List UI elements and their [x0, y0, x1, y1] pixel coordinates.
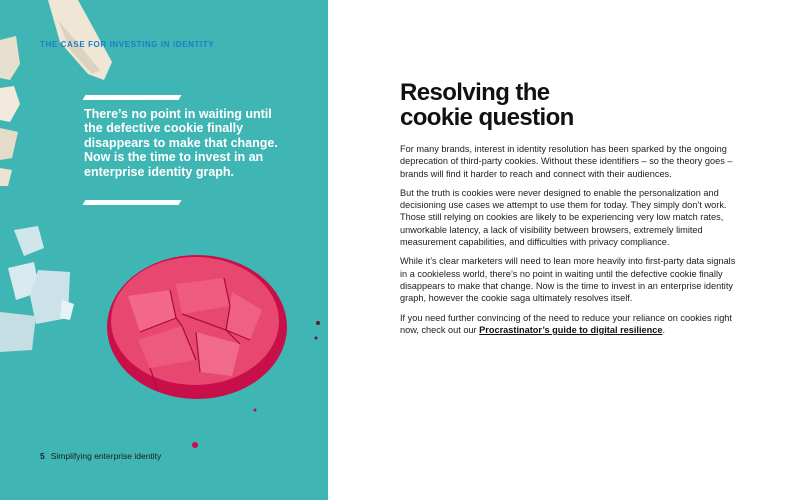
footer-title: Simplifying enterprise identity	[50, 451, 162, 461]
paragraph-4	[400, 312, 740, 337]
paragraph-3: While it’s clear marketers will need to lean more heavily into first-party data signals in a cookieless world, there’s no point in waiting until the defective cookie finally disappears to make that change. Now is the time to invest in an enterprise identity graph, however the cookie saga ultimately resolves itself.	[400, 256, 736, 304]
broken-macaron-image	[0, 0, 328, 500]
article-heading	[400, 80, 740, 130]
paragraph-4-text: If you need further convincing of the need to reduce your reliance on cookies right now, check out our	[400, 312, 732, 335]
pullquote-bottom-rule	[83, 200, 182, 205]
article-body	[400, 143, 740, 336]
page-number: 5	[40, 451, 45, 461]
pullquote-top-rule	[83, 95, 182, 100]
section-kicker: THE CASE FOR INVESTING IN IDENTITY	[40, 40, 215, 49]
heading-line-1: Resolving the	[400, 79, 550, 106]
page-footer	[40, 451, 161, 461]
paragraph-1: For many brands, interest in identity resolution has been sparked by the ongoing deprecation of third-party cookies. Without these identifiers – so the theory goes – brands will find it harder to reach and connect with their audiences.	[400, 144, 733, 179]
heading-line-2: cookie question	[400, 104, 574, 131]
resilience-guide-link[interactable]: Procrastinator’s guide to digital resilience	[479, 324, 663, 335]
paragraph-2: But the truth is cookies were never designed to enable the personalization and decisioning use cases we attempt to use them for today. They simply don’t work. Those still relying on cookies are likely to be experiencing very low match rates, unworkable latency, a lack of visibility between browsers, extremely limited measurement capabilities, and difficulties with privacy compliance.	[400, 187, 727, 248]
paragraph-4-end: .	[662, 324, 666, 335]
left-image-panel	[0, 0, 328, 500]
pullquote: There’s no point in waiting until the defective cookie finally disappears to make that change. Now is the time to invest in an enterprise identity graph.	[84, 107, 278, 179]
article-column	[400, 80, 740, 343]
